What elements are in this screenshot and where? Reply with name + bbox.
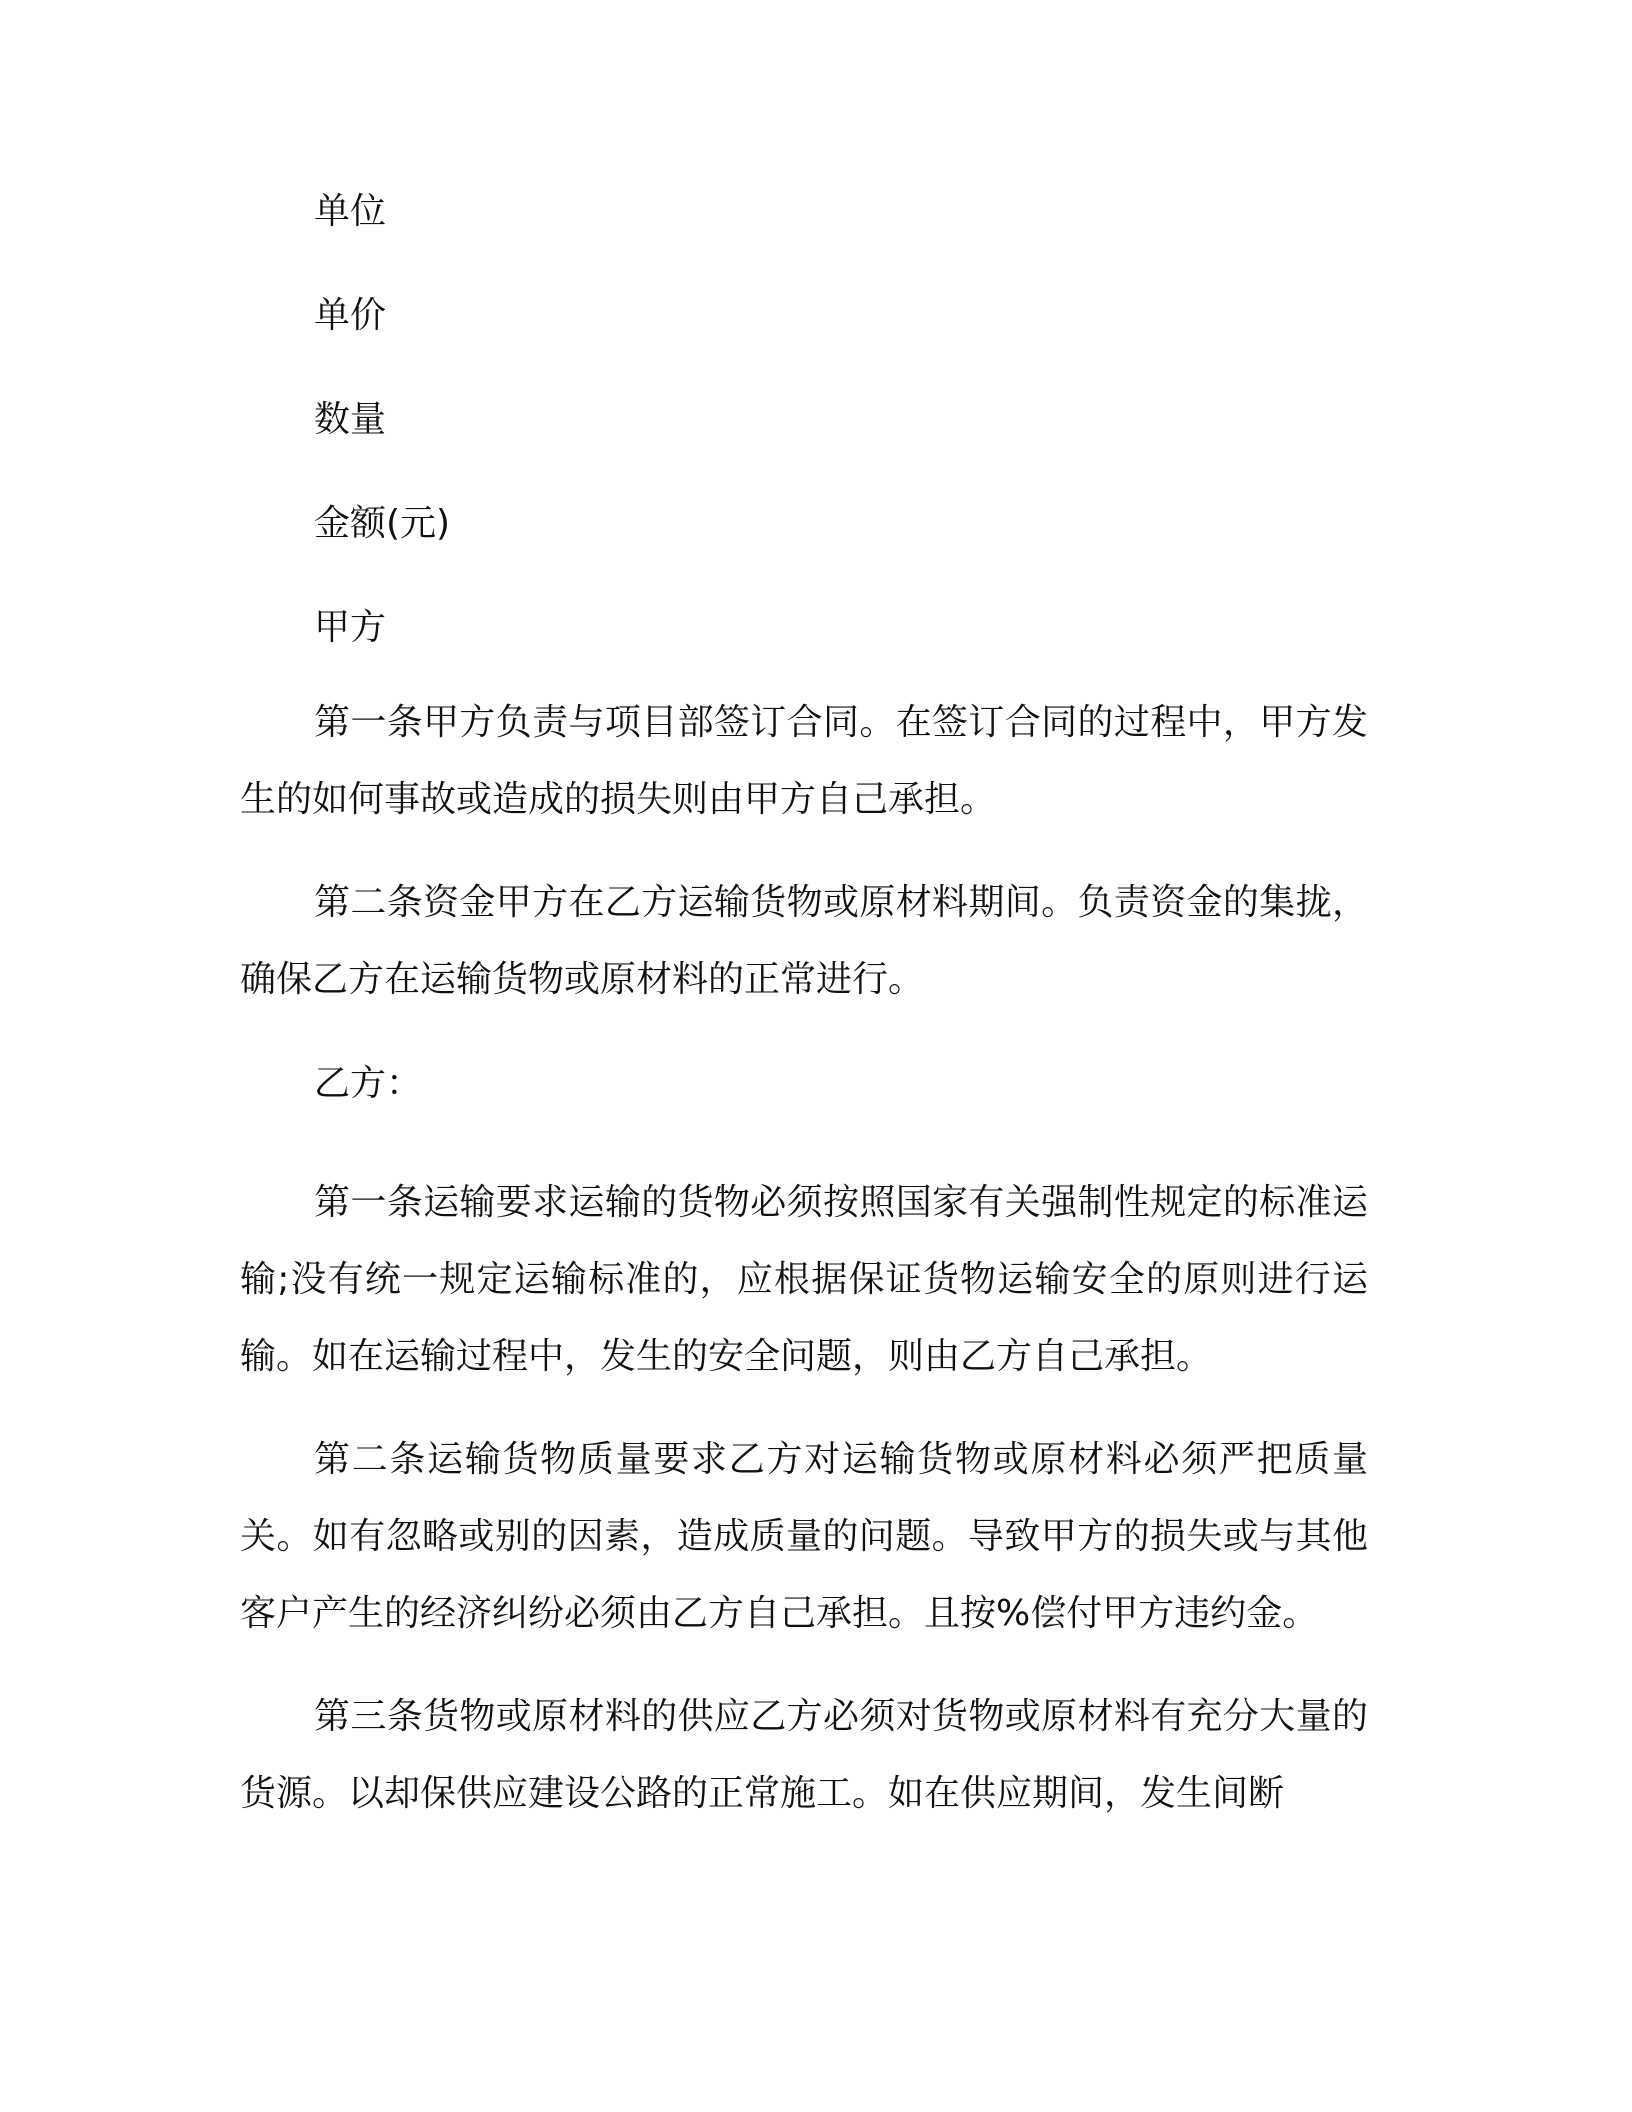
- field-quantity: 数量: [314, 399, 387, 440]
- field-unit-price: 单价: [314, 295, 387, 336]
- party-b-heading: 乙方：: [314, 1063, 423, 1104]
- party-b-clause-2: 第二条运输货物质量要求乙方对运输货物或原材料必须严把质量关。如有忽略或别的因素，造成质量的问题。导致甲方的损失或与其他客户产生的经济纠纷必须由乙方自己承担。且按%偿付甲方违约金。: [240, 1439, 1368, 1634]
- field-unit: 单位: [314, 191, 387, 232]
- party-b-clause-1: 第一条运输要求运输的货物必须按照国家有关强制性规定的标准运输;没有统一规定运输标准的，应根据保证货物运输安全的原则进行运输。如在运输过程中，发生的安全问题，则由乙方自己承担。: [240, 1182, 1368, 1377]
- party-b-clause-3: 第三条货物或原材料的供应乙方必须对货物或原材料有充分大量的货源。以却保供应建设公路的正常施工。如在供应期间，发生间断: [240, 1696, 1368, 1814]
- party-a-clause-2: 第二条资金甲方在乙方运输货物或原材料期间。负责资金的集拢，确保乙方在运输货物或原材料的正常进行。: [240, 882, 1368, 1000]
- field-amount: 金额(元): [314, 503, 451, 544]
- party-a-clause-1: 第一条甲方负责与项目部签订合同。在签订合同的过程中，甲方发生的如何事故或造成的损失则由甲方自己承担。: [240, 702, 1368, 820]
- document-body: [240, 186, 1368, 1858]
- party-a-heading: 甲方: [314, 607, 387, 648]
